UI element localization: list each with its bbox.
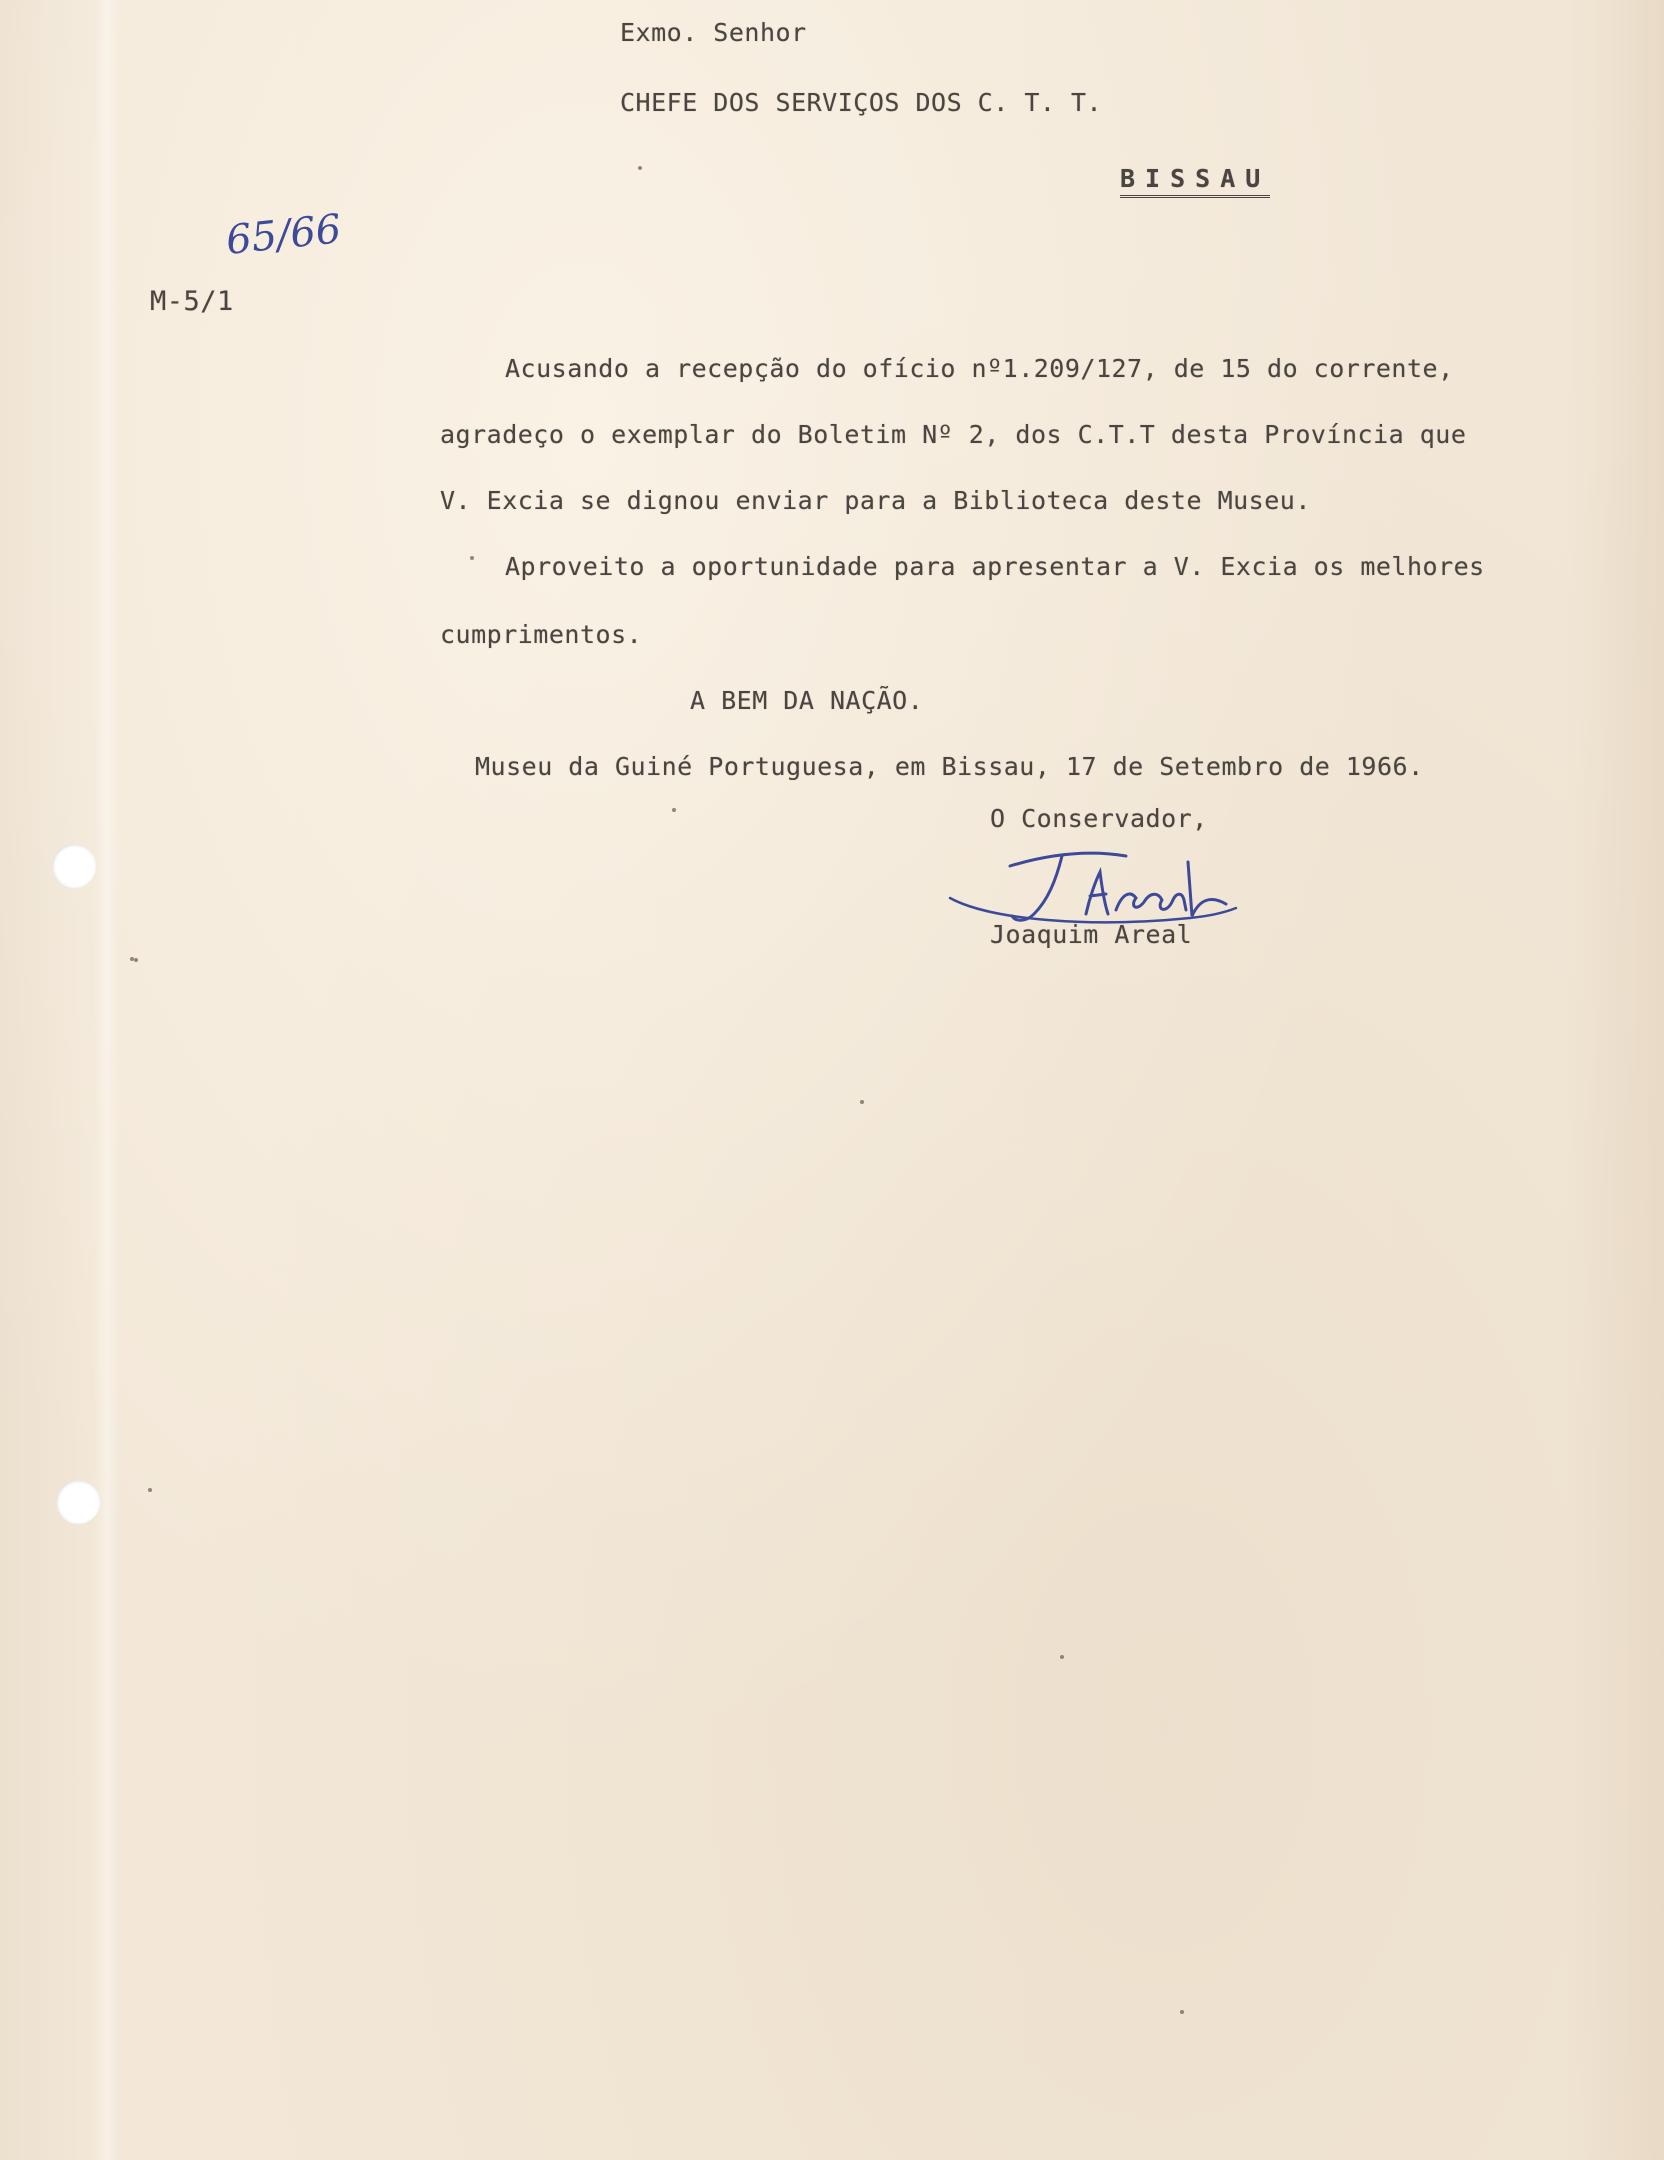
place-and-date: Museu da Guiné Portuguesa, em Bissau, 17 de Setembro de 1966. (475, 752, 1424, 781)
body-line-2: agradeço o exemplar do Boletim Nº 2, dos C.T.T desta Província que (440, 420, 1467, 449)
paper-fold-shadow (94, 0, 120, 2160)
paper-speck (148, 1488, 152, 1492)
signatory-role: O Conservador, (990, 804, 1208, 833)
salutation: Exmo. Senhor (620, 18, 807, 47)
paper-speck (1180, 2010, 1184, 2014)
punch-hole-bottom (56, 1480, 100, 1524)
paper-speck (130, 957, 134, 961)
punch-hole-top (52, 844, 96, 888)
paper-speck (672, 808, 676, 812)
paper-speck (638, 166, 642, 170)
filing-code: M-5/1 (150, 286, 234, 317)
paper-speck (1060, 1655, 1064, 1659)
paper-speck (860, 1100, 864, 1104)
body-line-4: Aproveito a oportunidade para apresentar a V. Excia os melhores (505, 552, 1485, 581)
closing-motto: A BEM DA NAÇÃO. (690, 686, 924, 715)
body-line-1: Acusando a recepção do ofício nº1.209/127, de 15 do corrente, (505, 354, 1454, 383)
handwritten-reference-number: 65/66 (223, 206, 344, 264)
paper-speck (134, 958, 138, 962)
recipient-city: BISSAU (1120, 164, 1270, 198)
recipient-title: CHEFE DOS SERVIÇOS DOS C. T. T. (620, 88, 1103, 117)
paper-speck (470, 556, 474, 560)
body-line-3: V. Excia se dignou enviar para a Biblioteca deste Museu. (440, 486, 1311, 515)
signatory-name: Joaquim Areal (990, 920, 1193, 949)
body-line-5: cumprimentos. (440, 620, 643, 649)
